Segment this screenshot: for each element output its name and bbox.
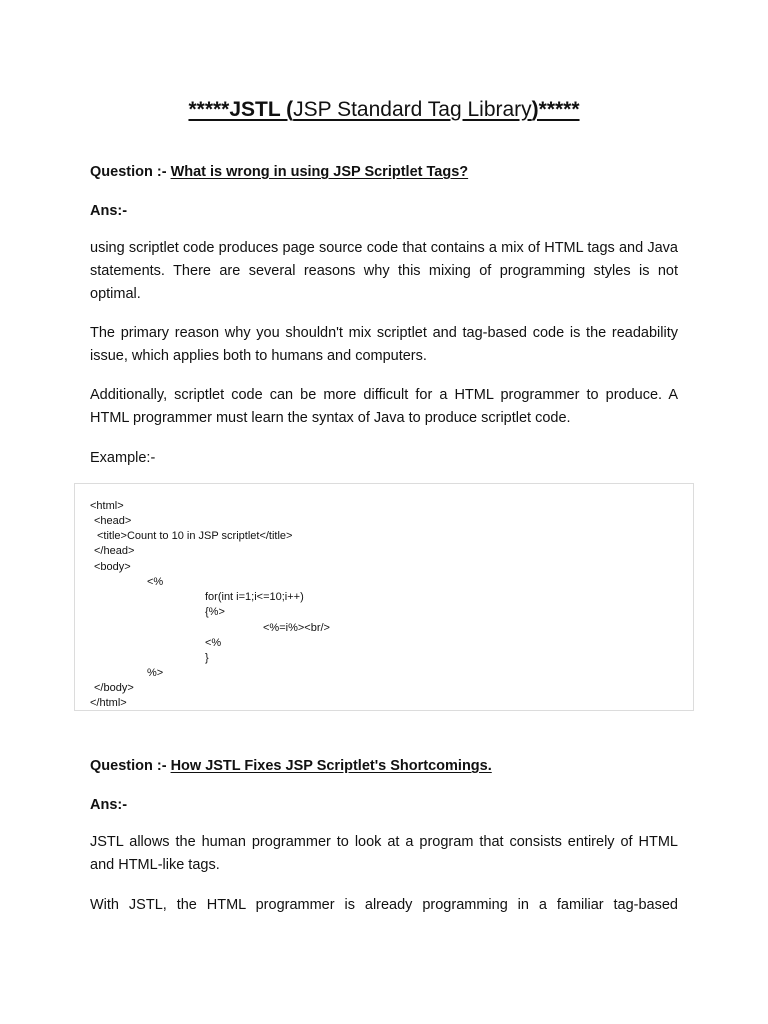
code-line: for(int i=1;i<=10;i++)	[205, 591, 304, 603]
answer-1-paragraph-3: Additionally, scriptlet code can be more difficult for a HTML programmer to produce. A HTML programmer must learn the syntax of Java to produce scriptlet code.	[90, 387, 678, 426]
answer-1-label: Ans:-	[90, 203, 128, 219]
question-2-label: Question :-	[90, 758, 171, 774]
answer-1-paragraph-1: using scriptlet code produces page source code that contains a mix of HTML tags and Java statements. There are several reasons why this mixing of programming styles is not optimal.	[90, 240, 678, 302]
code-example-box	[74, 483, 694, 711]
code-line: <head>	[94, 515, 132, 527]
page-title	[0, 96, 768, 124]
answer-2-label: Ans:-	[90, 797, 128, 813]
code-line: <body>	[94, 561, 131, 573]
code-line: {%>	[205, 606, 225, 618]
code-line: }	[205, 652, 209, 664]
question-1-label: Question :-	[90, 164, 171, 180]
code-line: <html>	[90, 500, 124, 512]
title-suffix: )*****	[531, 98, 580, 121]
title-middle: JSP Standard Tag Library	[293, 98, 532, 121]
answer-2-paragraph-1: JSTL allows the human programmer to look at a program that consists entirely of HTML and HTML-like tags.	[90, 834, 678, 873]
title-prefix: *****JSTL (	[188, 98, 294, 121]
code-line: </html>	[90, 697, 127, 709]
code-line: <%=i%><br/>	[263, 622, 330, 634]
code-line: <%	[147, 576, 164, 588]
code-line: </body>	[94, 682, 134, 694]
question-1-text: What is wrong in using JSP Scriptlet Tags?	[170, 164, 469, 180]
answer-1-paragraph-2: The primary reason why you shouldn't mix scriptlet and tag-based code is the readability issue, which applies both to humans and computers.	[90, 325, 678, 364]
code-line: %>	[147, 667, 164, 679]
code-line: <%	[205, 637, 222, 649]
question-2	[90, 756, 492, 776]
code-line: <title>Count to 10 in JSP scriptlet</title>	[97, 530, 293, 542]
example-label: Example:-	[90, 450, 156, 466]
code-line: </head>	[94, 545, 135, 557]
question-2-text: How JSTL Fixes JSP Scriptlet's Shortcomings.	[170, 758, 492, 774]
question-1	[90, 162, 468, 182]
answer-2-paragraph-2: With JSTL, the HTML programmer is already programming in a familiar tag-based	[90, 897, 678, 913]
